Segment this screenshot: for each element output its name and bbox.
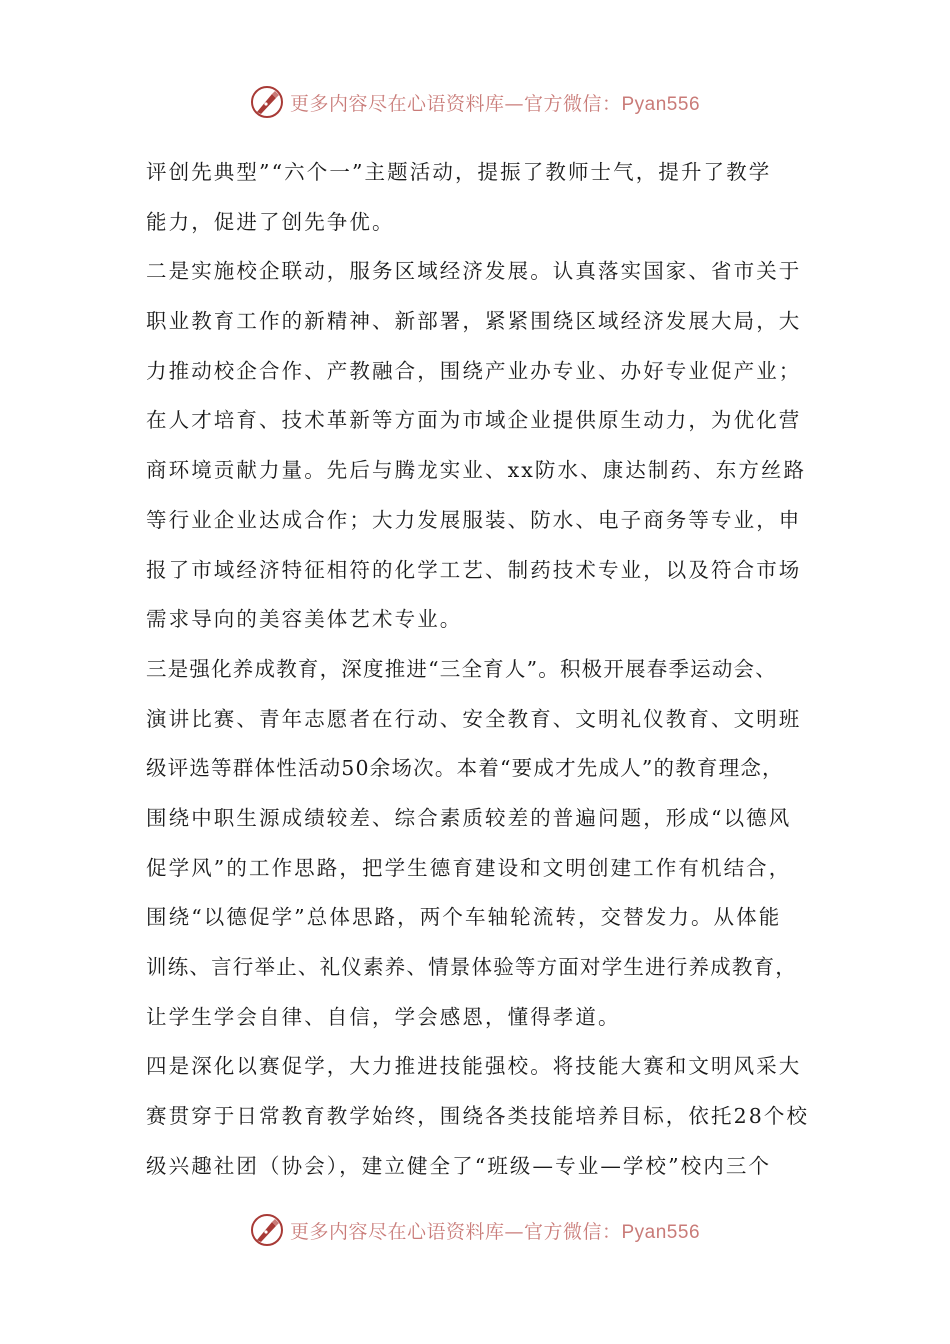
body-line: 二是实施校企联动，服务区域经济发展。认真落实国家、省市关于	[146, 259, 802, 284]
body-line: 演讲比赛、青年志愿者在行动、安全教育、文明礼仪教育、文明班	[146, 706, 802, 731]
body-line: 评创先典型”“六个一”主题活动，提振了教师士气，提升了教学	[146, 160, 772, 184]
body-line: 报了市域经济特征相符的化学工艺、制药技术专业，以及符合市场	[146, 557, 802, 582]
body-line: 训练、言行举止、礼仪素养、情景体验等方面对学生进行养成教育，	[146, 955, 797, 979]
body-line: 赛贯穿于日常教育教学始终，围绕各类技能培养目标，依托28个校	[146, 1104, 810, 1129]
body-line: 级兴趣社团（协会），建立健全了“班级—专业—学校”校内三个	[146, 1153, 772, 1178]
header-banner-text: 更多内容尽在心语资料库—官方微信：Pyan556	[289, 92, 701, 115]
body-line: 围绕“以德促学”总体思路，两个车轴轮流转，交替发力。从体能	[146, 905, 782, 930]
body-line: 等行业企业达成合作；大力发展服装、防水、电子商务等专业，申	[146, 507, 802, 532]
body-line: 商环境贡献力量。先后与腾龙实业、xx防水、康达制药、东方丝路	[146, 458, 807, 483]
pen-nib-logo-icon	[250, 1213, 284, 1247]
header-banner	[0, 82, 950, 122]
body-line: 围绕中职生源成绩较差、综合素质较差的普遍问题，形成“以德风	[146, 805, 792, 830]
wechat-handle: Pyan556	[621, 1221, 701, 1243]
body-line: 在人才培育、技术革新等方面为市域企业提供原生动力，为优化营	[146, 408, 802, 433]
document-body	[146, 148, 826, 1191]
body-line: 职业教育工作的新精神、新部署，紧紧围绕区域经济发展大局，大	[146, 309, 802, 334]
pen-nib-logo-icon	[250, 85, 284, 119]
body-line: 力推动校企合作、产教融合，围绕产业办专业、办好专业促产业；	[146, 358, 802, 383]
wechat-handle: Pyan556	[621, 93, 701, 115]
body-line: 需求导向的美容美体艺术专业。	[146, 607, 463, 632]
body-line: 促学风”的工作思路，把学生德育建设和文明创建工作有机结合，	[146, 855, 792, 880]
footer-banner-text: 更多内容尽在心语资料库—官方微信：Pyan556	[289, 1220, 701, 1243]
body-line: 三是强化养成教育，深度推进“三全育人”。积极开展春季运动会、	[146, 656, 777, 681]
body-line: 让学生学会自律、自信，学会感恩，懂得孝道。	[146, 1004, 621, 1029]
body-line: 四是深化以赛促学，大力推进技能强校。将技能大赛和文明风采大	[146, 1054, 802, 1079]
body-line: 能力，促进了创先争优。	[146, 209, 395, 234]
body-line: 级评选等群体性活动50余场次。本着“要成才先成人”的教育理念，	[146, 756, 784, 781]
footer-banner	[0, 1210, 950, 1250]
